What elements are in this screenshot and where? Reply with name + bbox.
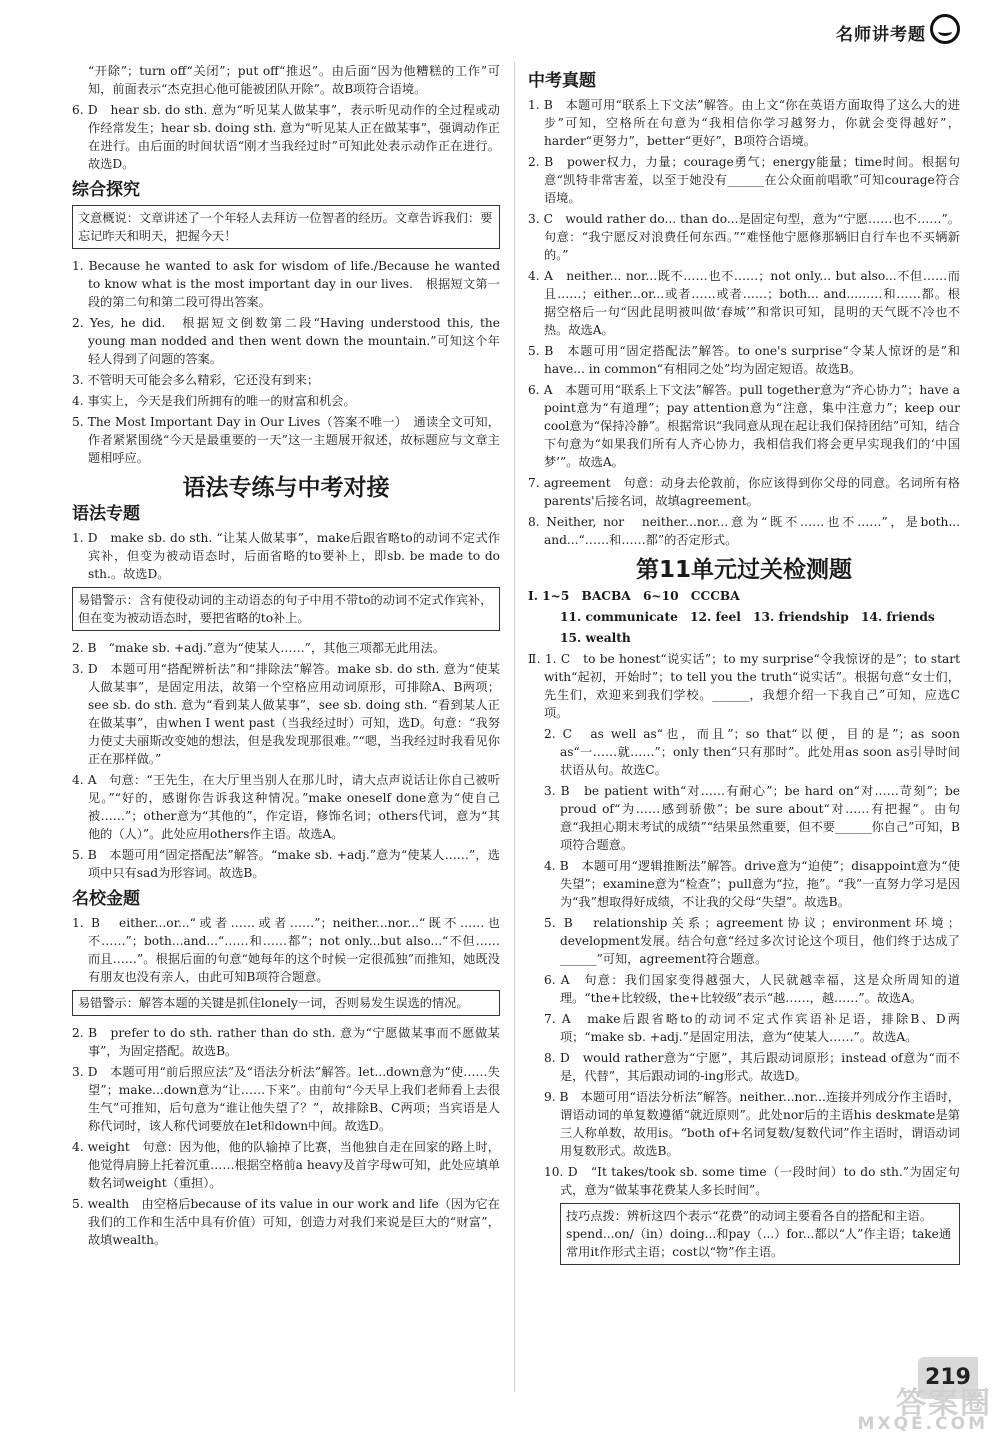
answer-item: 4. A 句意：“王先生，在大厅里当别人在那儿时，请大点声说话让你自己被听见。”“好的，感谢你告诉我这种情况。”make oneself done意为“使自己被……”；other意为“其他的”，作定语，修饰名词；others代词，意为“其他的（人）”。此处应用others作主语。故选A。 bbox=[72, 773, 500, 841]
answer-item: 5. wealth 由空格后because of its value in our work and life（因为它在我们的工作和生活中具有价值）可知，创造力对我们来说是巨大的“财富”，故填wealth。 bbox=[72, 1197, 500, 1247]
answer-item: 3. C would rather do... than do...是固定句型，意为“宁愿……也不……”。句意：“我宁愿反对浪费任何东西。”“难怪他宁愿修那辆旧自行车也不买辆新的。” bbox=[528, 212, 960, 262]
answer-key-line: 11. communicate 12. feel 13. friendship 14. friends bbox=[560, 610, 935, 624]
answer-item: 2. B “make sb. +adj.”意为“使某人……”，其他三项都无此用法。 bbox=[72, 641, 445, 655]
answer-item: 9. B 本题可用“语法分析法”解答。neither...nor...连接并列成分作主语时，谓语动词的单复数遵循“就近原则”。此处nor后的主语his deskmate是第三人称单数，故用is。“both of+名词复数/复数代词”作主语时，谓语动词用复数形式。故选B。 bbox=[544, 1090, 960, 1158]
answer-item: 1. Because he wanted to ask for wisdom of life./Because he wanted to know what is the most important day in our lives. 根据短文第一段的第二句和第二段可得出答案。 bbox=[72, 259, 500, 309]
right-column bbox=[528, 62, 960, 1273]
brand-title: 名师讲考题 bbox=[836, 25, 926, 45]
answer-item: 4. 事实上，今天是我们所拥有的唯一的财富和机会。 bbox=[72, 394, 356, 408]
watermark-text: 答案圈 bbox=[896, 1386, 992, 1421]
brand-logo-icon bbox=[930, 14, 960, 44]
answer-item: 8. Neither, nor neither...nor...意为“既不……也不……”，是both... and...“……和……都”的否定形式。 bbox=[528, 515, 960, 547]
answer-item: 2. C as well as“也，而且”；so that“以便，目的是”；as soon as“一……就……”；only then“只有那时”。此处用as soon as引导时间状语从句。故选C。 bbox=[544, 727, 960, 777]
watermark-url: MXQE.COM bbox=[857, 1414, 988, 1434]
section-title-yfzt: 语法专题 bbox=[72, 504, 140, 524]
answer-item: Ⅱ. 1. C to be honest“说实话”；to my surprise“令我惊讶的是”；to start with“起初，开始时”；to tell you the truth“说实话”。根据句意“女士们，先生们，欢迎来到我们学校。______，我想介绍一下我自己”可知，应选C项。 bbox=[528, 652, 960, 720]
section-title-zkzt: 中考真题 bbox=[528, 71, 596, 91]
chapter-title-grammar: 语法专练与中考对接 bbox=[182, 475, 390, 501]
tip-box bbox=[560, 1203, 960, 1265]
left-column bbox=[72, 62, 500, 1252]
answer-item: 3. D 本题可用“前后照应法”及“语法分析法”解答。let...down意为“使……失望”；make...down意为“让……下来”。由前句“今天早上我们老师看上去很生气”可推知，后句意为“谁让他失望了？”，故排除B、C两项；当宾语是人称代词时，该人称代词要放在let和down中间。故选D。 bbox=[72, 1065, 500, 1133]
answer-item: 8. D would rather意为“宁愿”，其后跟动词原形；instead of意为“而不是，代替”，其后跟动词的-ing形式。故选D。 bbox=[544, 1051, 960, 1083]
summary-text: 文意概说：文章讲述了一个年轻人去拜访一位智者的经历。文章告诉我们：要忘记昨天和明天，把握今天！ bbox=[78, 211, 493, 243]
answer-item: 4. B 本题可用“逻辑推断法”解答。drive意为“迫使”；disappoint意为“使失望”；examine意为“检查”；pull意为“拉，拖”。“我”一直努力学习是因为“我”想取得好成绩，不让我的父母“失望”。故选B。 bbox=[544, 859, 960, 909]
answer-item: 5. The Most Important Day in Our Lives（答案不唯一） 通读全文可知，作者紧紧围绕“今天是最重要的一天”这一主题展开叙述，故标题应与文章主题相呼应。 bbox=[72, 415, 500, 465]
warning-text: 易错警示：解答本题的关键是抓住lonely一词，否则易发生误选的情况。 bbox=[78, 996, 469, 1010]
answer-key-line: Ⅰ. 1~5 BACBA 6~10 CCCBA bbox=[528, 589, 740, 603]
answer-item: 3. B be patient with“对……有耐心”；be hard on“对……苛刻”；be proud of“为……感到骄傲”；be sure about“对……有把握”。由句意“我担心期末考试的成绩”“结果虽然重要，但不要______你自己”可知，B项符合题意。 bbox=[544, 784, 960, 852]
answer-item: 6. D hear sb. do sth. 意为“听见某人做某事”，表示听见动作的全过程或动作经常发生；hear sb. doing sth. 意为“听见某人正在做某事”，强调动作正在进行。由后面的时间状语“刚才当我经过时”可知此处表示动作正在进行。故选D。 bbox=[72, 103, 500, 171]
warning-box bbox=[72, 587, 500, 631]
answer-item: 3. 不管明天可能会多么精彩，它还没有到来； bbox=[72, 373, 320, 387]
answer-item: 4. weight 句意：因为他，他的队输掉了比赛，当他独自走在回家的路上时，他觉得肩膀上托着沉重……根据空格前a heavy及首字母w可知，此处应填单数名词weight（重担）。 bbox=[72, 1140, 500, 1190]
answer-item: 2. B power权力，力量；courage勇气；energy能量；time时间。根据句意“凯特非常害羞，以至于她没有______在公众面前唱歌”可知courage符合语境。 bbox=[528, 155, 960, 205]
answer-item: 6. A 句意：我们国家变得越强大，人民就越幸福，这是众所周知的道理。“the+比较级，the+比较级”表示“越……，越……”。故选A。 bbox=[544, 973, 960, 1005]
chapter-title-unit11: 第11单元过关检测题 bbox=[635, 557, 852, 583]
answer-item: 10. D “It takes/took sb. some time（一段时间）to do sth.”为固定句式，意为“做某事花费某人多长时间”。 bbox=[544, 1165, 960, 1197]
tip-text: 技巧点拨：辨析这四个表示“花费”的动词主要看各自的搭配和主语。spend...on/（in）doing...和pay（...）for...都以“人”作主语；take通常用it作形式主语；cost以“物”作主语。 bbox=[566, 1209, 952, 1259]
summary-box bbox=[72, 205, 500, 249]
answer-key-line: 15. wealth bbox=[560, 631, 631, 645]
answer-item: 5. B 本题可用“固定搭配法”解答。“make sb. +adj.”意为“使某人……”，选项中只有sad为形容词。故选B。 bbox=[72, 848, 500, 880]
answer-item: 1. B 本题可用“联系上下文法”解答。由上文“你在英语方面取得了这么大的进步”可知，空格所在句意为“我相信你学习越努力，你就会变得越好”，harder“更努力”，better“更好”，B项符合语境。 bbox=[528, 98, 960, 148]
answer-item: 7. agreement 句意：动身去伦敦前，你应该得到你父母的同意。名词所有格parents'后接名词，故填agreement。 bbox=[528, 476, 960, 508]
answer-item: 5. B relationship关系；agreement协议；environment环境；development发展。结合句意“经过多次讨论这个项目，他们终于达成了______”可知，agreement符合题意。 bbox=[544, 916, 960, 966]
answer-item: 4. A neither... nor...既不……也不……；not only... but also...不但……而且……；either...or...或者……或者……；both... and...……和……都。根据空格后一句“因此昆明被叫做‘春城’”和常识可知，昆明的天气既不冷也不热。故选A。 bbox=[528, 269, 960, 337]
answer-item: 6. A 本题可用“联系上下文法”解答。pull together意为“齐心协力”；have a point意为“有道理”；pay attention意为“注意，集中注意力”；keep our cool意为“保持冷静”。根据常识“我同意从现在起让我们保持团结”可知，结合下句意为“如果我们所有人齐心协力，我相信我们将会更早实现我们的‘中国梦’”。故选A。 bbox=[528, 383, 960, 469]
column-divider bbox=[514, 62, 515, 1392]
page-header bbox=[40, 14, 960, 50]
answer-item: 1. D make sb. do sth. “让某人做某事”，make后跟省略to的动词不定式作宾补，但变为被动语态时，后面省略的to要补上，即sb. be made to do sth.。故选D。 bbox=[72, 531, 500, 581]
answer-item: 7. A make后跟省略to的动词不定式作宾语补足语，排除B、D两项；“make sb. +adj.”是固定用法，意为“使某人……”。故选A。 bbox=[544, 1012, 960, 1044]
warning-box bbox=[72, 990, 500, 1016]
answer-item: 3. D 本题可用“搭配辨析法”和“排除法”解答。make sb. do sth. 意为“使某人做某事”，是固定用法，故第一个空格应用动词原形，可排除A、B两项；see sb. do sth. 意为“看到某人做某事”，see sb. doing sth. “看到某人正在做某事”，由when I went past（当我经过时）可知，选D。句意：“我努力使丈夫丽斯改变她的想法，但是我发现那很难。”“嗯，当我经过时我看见你正在那样做。” bbox=[72, 662, 500, 766]
answer-item: 2. B prefer to do sth. rather than do sth. 意为“宁愿做某事而不愿做某事”，为固定搭配。故选B。 bbox=[72, 1026, 500, 1058]
page-number: 219 bbox=[918, 1357, 978, 1399]
answer-item: 2. Yes, he did. 根据短文倒数第二段“Having understood this, the young man nodded and then went down the mountain.”可知这个年轻人得到了问题的答案。 bbox=[72, 316, 500, 366]
answer-item: 1. B either...or...“或者……或者……”；neither...nor...“既不……也不……”；both...and...“……和……都”；not only...but also...“不但……而且……”。根据后面的句意“她每年的这个时候一定很孤独”而推知，她既没有朋友也没有亲人，由此可知B项符合题意。 bbox=[72, 916, 500, 984]
warning-text: 易错警示：含有使役动词的主动语态的句子中用不带to的动词不定式作宾补，但在变为被动语态时，要把省略的to补上。 bbox=[78, 593, 493, 625]
answer-text: “开除”；turn off“关闭”；put off“推迟”。由后面“因为他糟糕的工作”可知，前面表示“杰克担心他可能被团队开除”。故B项符合语境。 bbox=[88, 64, 500, 96]
section-title-mxjt: 名校金题 bbox=[72, 889, 140, 909]
section-title-zhts: 综合探究 bbox=[72, 180, 140, 200]
answer-item: 5. B 本题可用“固定搭配法”解答。to one's surprise“令某人惊讶的是”和have... in common“有相同之处”均为固定短语。故选B。 bbox=[528, 344, 960, 376]
